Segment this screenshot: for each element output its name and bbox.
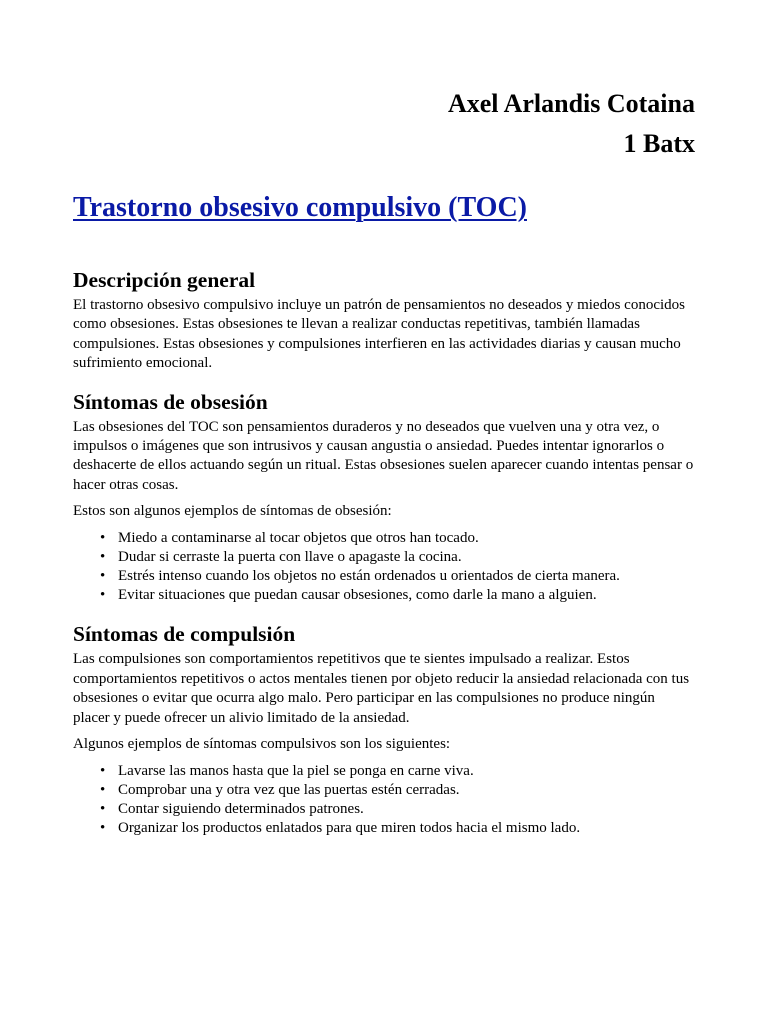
paragraph: El trastorno obsesivo compulsivo incluye un patrón de pensamientos no deseados y miedos conocidos como obsesiones. Estas obsesiones te llevan a realizar conductas repetitivas, también llamadas compulsiones. Estas obsesiones y compulsiones interfieren en las actividades diarias y causan mucho sufrimiento emocional. — [73, 297, 685, 372]
list-item: • Organizar los productos enlatados para que miren todos hacia el mismo lado. — [118, 819, 695, 838]
list-item: • Miedo a contaminarse al tocar objetos que otros han tocado. — [118, 529, 695, 548]
bullet-list — [73, 762, 695, 839]
paragraph: Estos son algunos ejemplos de síntomas de obsesión: — [73, 503, 392, 520]
list-item: • Comprobar una y otra vez que las puertas estén cerradas. — [118, 781, 695, 800]
section-heading: Síntomas de obsesión — [73, 389, 268, 414]
section-heading: Síntomas de compulsión — [73, 622, 296, 647]
section-sintomas-obsesion — [73, 388, 695, 606]
section-heading: Descripción general — [73, 268, 256, 292]
list-item: • Estrés intenso cuando los objetos no están ordenados u orientados de cierta manera. — [118, 567, 695, 586]
list-item: • Evitar situaciones que puedan causar obsesiones, como darle la mano a alguien. — [118, 586, 695, 605]
paragraph: Algunos ejemplos de síntomas compulsivos son los siguientes: — [73, 736, 451, 753]
list-item: • Contar siguiendo determinados patrones. — [118, 800, 695, 819]
list-item: • Dudar si cerraste la puerta con llave o apagaste la cocina. — [118, 548, 695, 567]
paragraph: Las compulsiones son comportamientos repetitivos que te sientes impulsado a realizar. Estos comportamientos repetitivos o actos mentales tienen por objeto reducir la ansiedad relacionada con tus obsesiones o evitar que ocurra algo malo. Pero participar en las compulsiones no produce ningún placer y puede ofrecer un alivio limitado de la ansiedad. — [73, 651, 690, 726]
list-item: • Lavarse las manos hasta que la piel se ponga en carne viva. — [118, 762, 695, 781]
class-name: 1 Batx — [623, 129, 695, 158]
section-descripcion-general — [73, 266, 695, 374]
document-page — [73, 84, 695, 838]
document-title-link[interactable]: Trastorno obsesivo compulsivo (TOC) — [73, 192, 527, 223]
section-sintomas-compulsion — [73, 620, 695, 838]
paragraph: Las obsesiones del TOC son pensamientos duraderos y no deseados que vuelven una y otra vez, o impulsos o imágenes que son intrusivos y causan angustia o ansiedad. Puedes intentar ignorarlos o deshacerte de ellos actuando según un ritual. Estas obsesiones suelen aparecer cuando intentas pensar o hacer otras cosas. — [73, 418, 694, 493]
author-block — [73, 84, 695, 164]
document-title — [73, 190, 695, 226]
author-name: Axel Arlandis Cotaina — [447, 89, 695, 118]
bullet-list — [73, 529, 695, 606]
